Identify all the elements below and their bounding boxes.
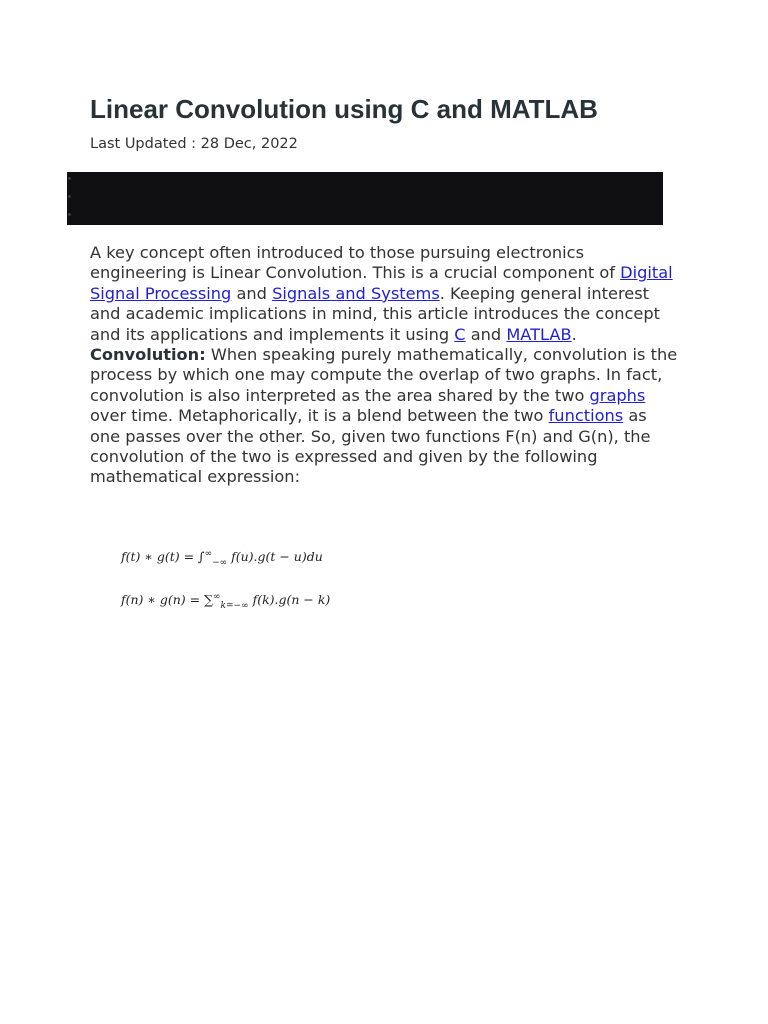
sum-upper-limit: ∞	[213, 592, 221, 602]
definition-text: as one passes over the other. So, given two functions F(n) and G(n), the convolution of the two is expressed and given by the following mathematical expression:	[90, 406, 651, 487]
banner-dot	[68, 195, 71, 198]
intro-text: and	[231, 283, 273, 303]
link-matlab[interactable]: MATLAB	[506, 324, 572, 344]
intro-text: and	[465, 324, 507, 344]
banner-dot	[68, 177, 71, 180]
definition-text: When speaking purely mathematically, convolution is the process by which one may compute the overlap of two graphs. In fact, convolution is also interpreted as the area shared by the two	[90, 345, 678, 405]
formula-lhs: f(n) ∗ g(n) =	[121, 592, 205, 607]
formula-body: f(k).g(n − k)	[248, 592, 331, 607]
page-title: Linear Convolution using C and MATLAB	[90, 94, 598, 124]
intro-text: . Keeping general interest and academic implications in mind, this article introduces the concept and its applications and implements it using	[90, 283, 660, 344]
ad-banner	[67, 172, 663, 225]
formula-body: f(u).g(t − u)du	[227, 549, 323, 564]
intro-paragraph	[90, 243, 680, 345]
intro-text: .	[571, 324, 577, 344]
discrete-convolution-formula	[121, 592, 331, 611]
article-body	[90, 243, 680, 488]
sum-sign: ∑	[204, 592, 214, 607]
banner-dot	[68, 213, 71, 216]
intro-text: A key concept often introduced to those pursuing electronics engineering is Linear Convolution. This is a crucial component of	[90, 243, 621, 283]
integral-sign: ∫	[198, 549, 205, 564]
link-c[interactable]: C	[454, 324, 466, 344]
link-graphs[interactable]: graphs	[589, 385, 646, 405]
continuous-convolution-formula	[121, 549, 323, 568]
integral-upper-limit: ∞	[204, 549, 213, 559]
definition-text: over time. Metaphorically, it is a blend between the two	[90, 406, 549, 426]
definition-term: Convolution:	[90, 345, 206, 365]
definition-paragraph	[90, 345, 680, 488]
link-signals-and-systems[interactable]: Signals and Systems	[272, 283, 440, 303]
integral-lower-limit: −∞	[212, 558, 228, 568]
formula-lhs: f(t) ∗ g(t) =	[121, 549, 199, 564]
sum-lower-limit: k=−∞	[220, 601, 249, 611]
last-updated: Last Updated : 28 Dec, 2022	[90, 136, 298, 152]
link-functions[interactable]: functions	[548, 406, 624, 426]
link-digital-signal-processing[interactable]: Digital Signal Processing	[90, 263, 673, 303]
